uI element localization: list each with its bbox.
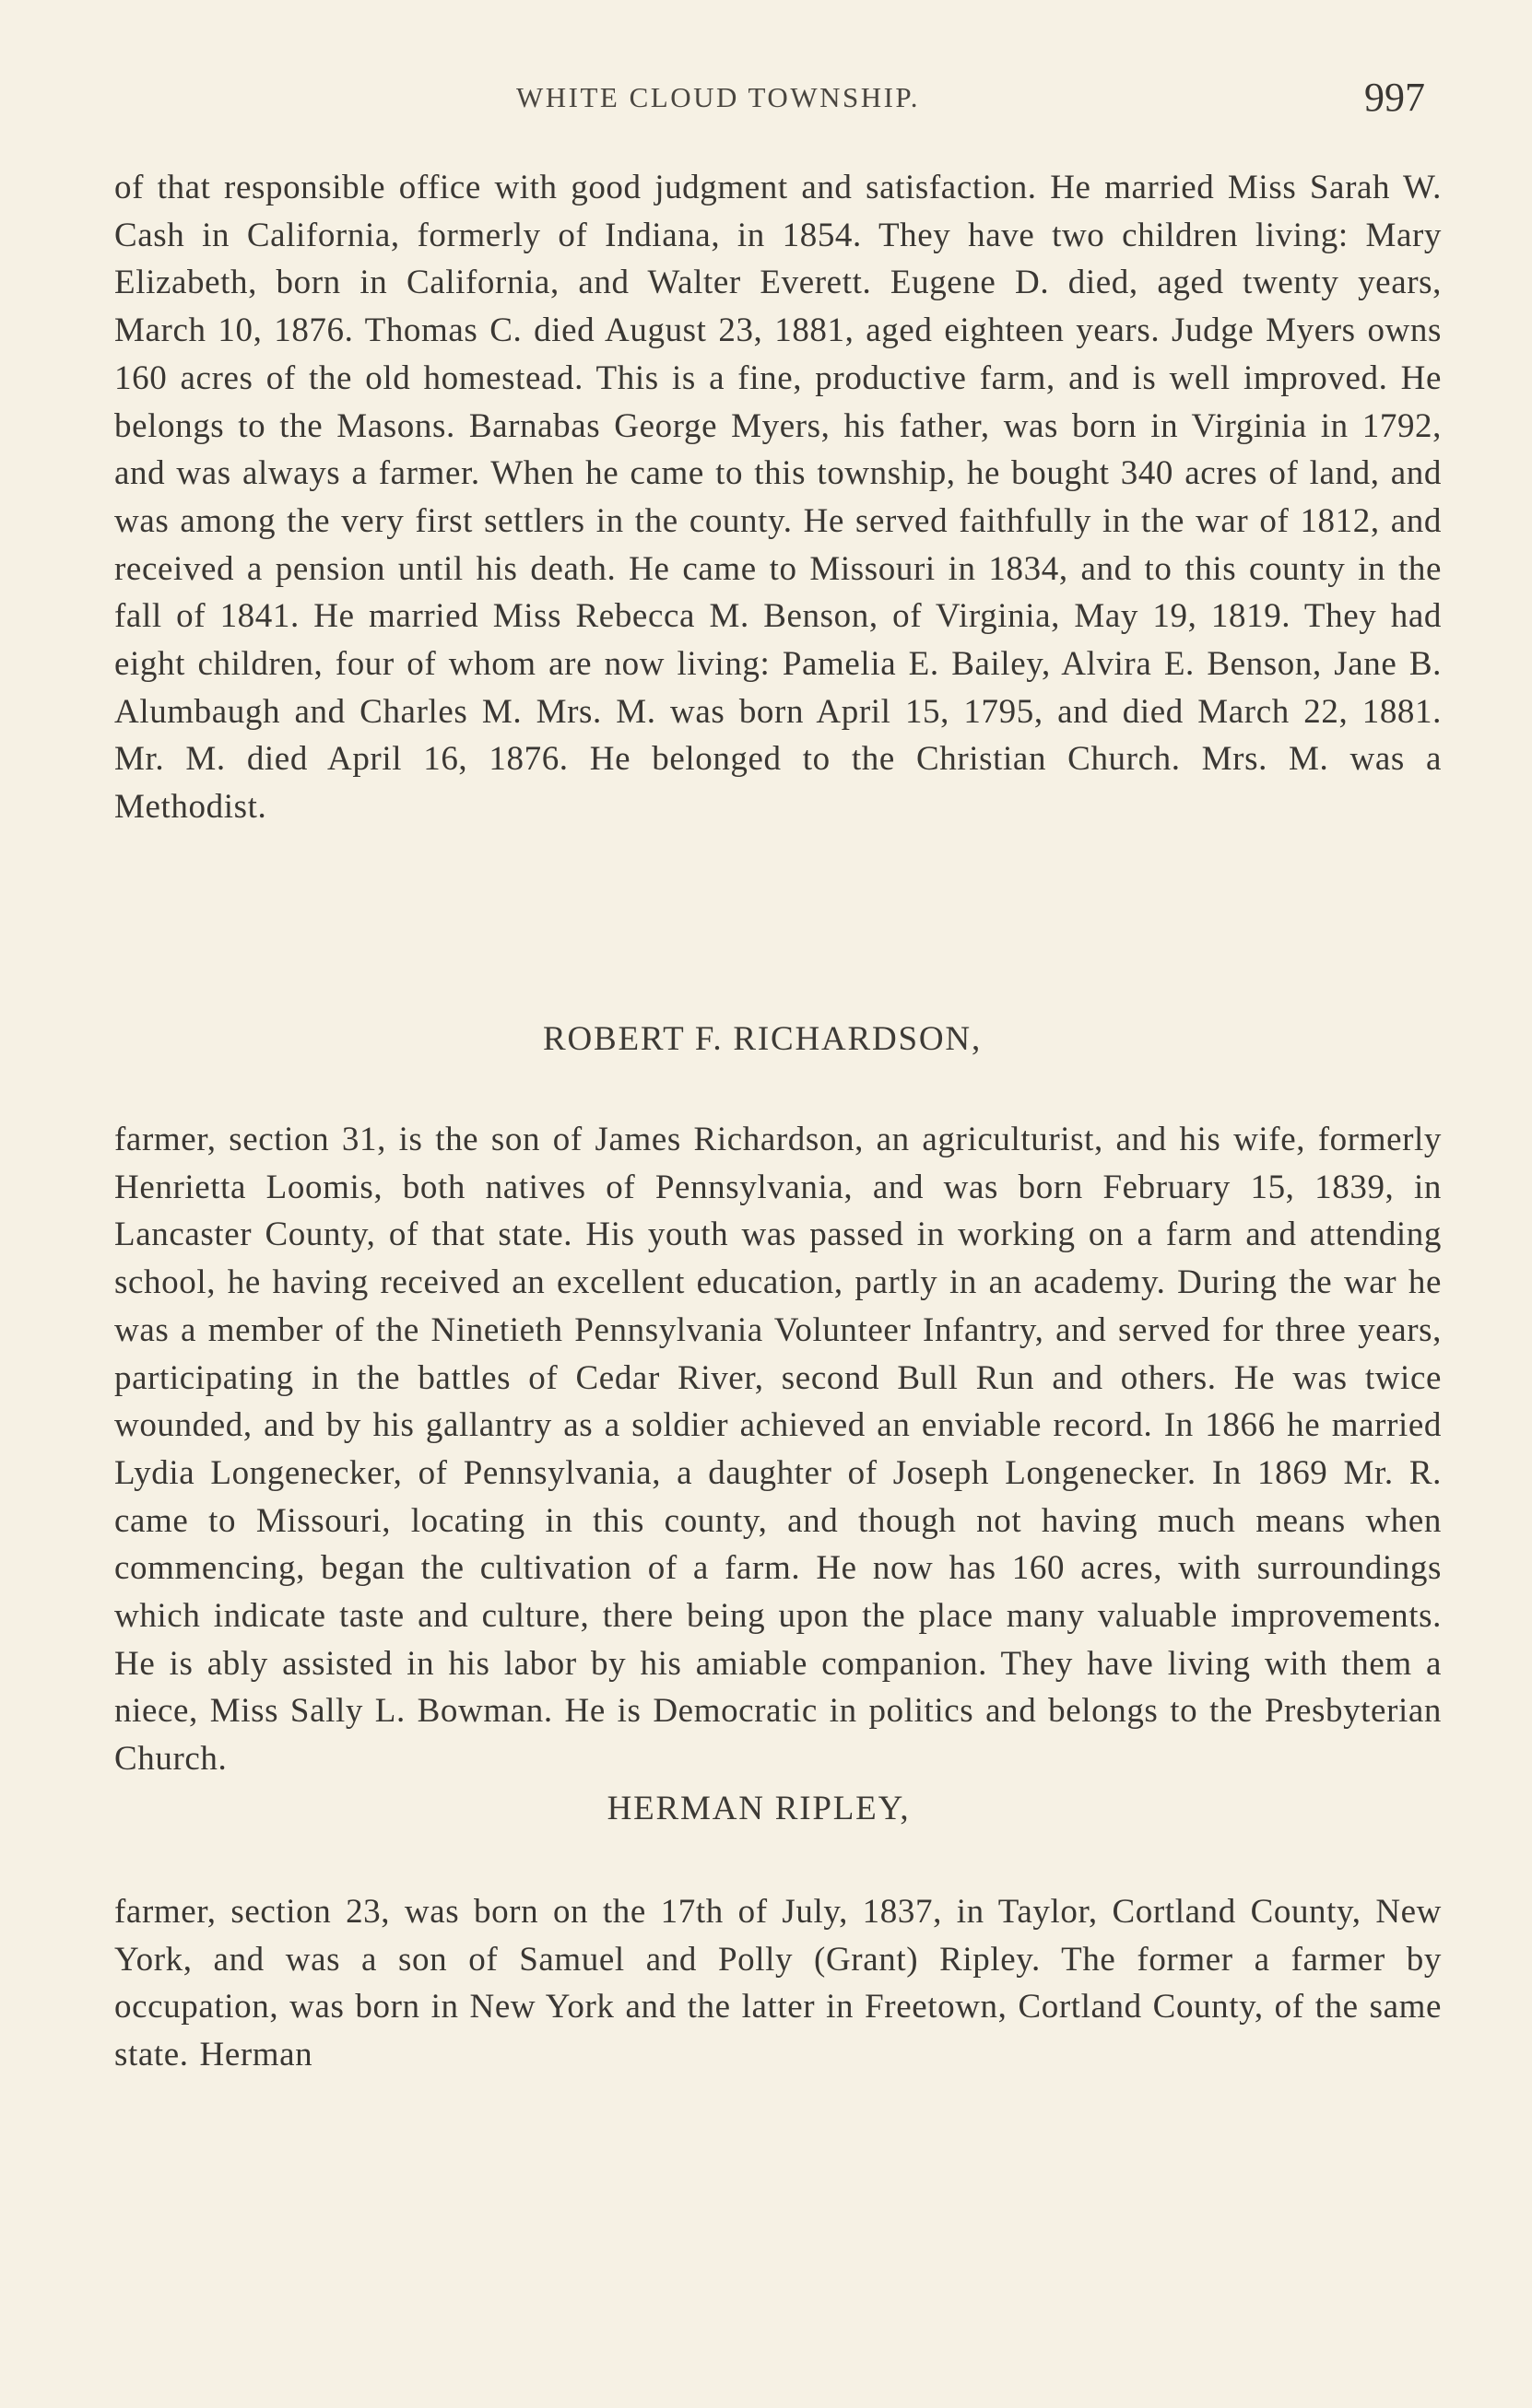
page-number: 997 <box>1364 75 1425 120</box>
section-heading-ripley: HERMAN RIPLEY, <box>607 1790 911 1827</box>
biography-paragraph-richardson: farmer, section 31, is the son of James Richardson, an agriculturist, and his wife, formerly Henrietta Loomis, both natives of Pennsylvania, and was born February 15, 1839, in Lancaster County, of that state. His youth was passed in working on a farm and attending school, he having received an excellent education, partly in an academy. During the war he was a member of the Ninetieth Pennsylvania Volunteer Infantry, and served for three years, participating in the battles of Cedar River, second Bull Run and others. He was twice wounded, and by his gallantry as a soldier achieved an enviable record. In 1866 he married Lydia Longenecker, of Pennsylvania, a daughter of Joseph Longenecker. In 1869 Mr. R. came to Missouri, locating in this county, and though not having much means when commencing, began the cultivation of a farm. He now has 160 acres, with surroundings which indicate taste and culture, there being upon the place many valuable improvements. He is ably assisted in his labor by his amiable companion. They have living with them a niece, Miss Sally L. Bowman. He is Democratic in politics and belongs to the Presbyterian Church. <box>114 1121 1442 1779</box>
running-head: WHITE CLOUD TOWNSHIP. <box>516 81 920 113</box>
biography-paragraph-myers: of that responsible office with good judgment and satisfaction. He married Miss Sarah W. Cash in California, formerly of Indiana, in 1854. They have two children living: Mary Elizabeth, born in California, and Walter Everett. Eugene D. died, aged twenty years, March 10, 1876. Thomas C. died August 23, 1881, aged eighteen years. Judge Myers owns 160 acres of the old homestead. This is a fine, productive farm, and is well improved. He belongs to the Masons. Barnabas George Myers, his father, was born in Virginia in 1792, and was always a farmer. When he came to this township, he bought 340 acres of land, and was among the very first settlers in the county. He served faithfully in the war of 1812, and received a pension until his death. He came to Missouri in 1834, and to this county in the fall of 1841. He married Miss Rebecca M. Benson, of Virginia, May 19, 1819. They had eight children, four of whom are now living: Pamelia E. Bailey, Alvira E. Benson, Jane B. Alumbaugh and Charles M. Mrs. M. was born April 15, 1795, and died March 22, 1881. Mr. M. died April 16, 1876. He belonged to the Christian Church. Mrs. M. was a Methodist. <box>114 169 1442 827</box>
biography-paragraph-ripley: farmer, section 23, was born on the 17th of July, 1837, in Taylor, Cortland County, New York, and was a son of Samuel and Polly (Grant) Ripley. The former a farmer by occupation, was born in New York and the latter in Freetown, Cortland County, of the same state. Herman <box>114 1893 1442 2074</box>
section-heading-richardson: ROBERT F. RICHARDSON, <box>542 1020 983 1058</box>
